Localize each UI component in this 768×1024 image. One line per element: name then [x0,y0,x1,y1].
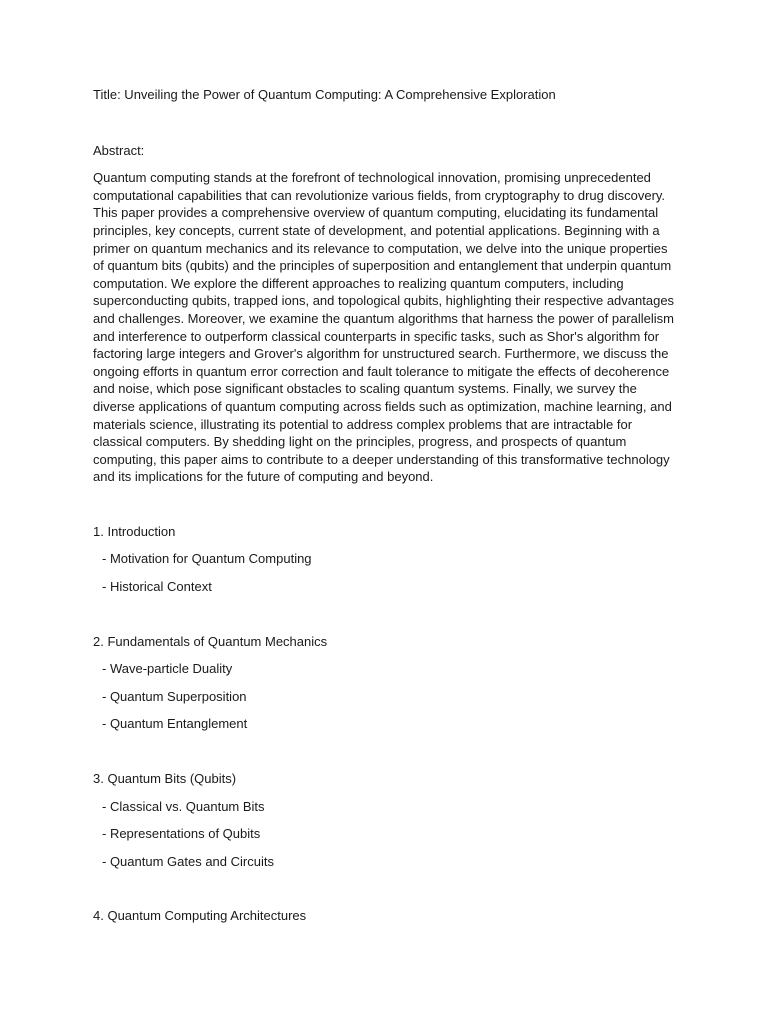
document-title: Title: Unveiling the Power of Quantum Computing: A Comprehensive Exploration [93,87,556,102]
section-heading: 4. Quantum Computing Architectures [93,908,307,924]
abstract-text: Quantum computing stands at the forefront of technological innovation, promising unprecedented computational capabilities that can revolutionize various fields, from cryptography to drug discovery. This paper provides a comprehensive overview of quantum computing, elucidating its fundamental principles, key concepts, current state of development, and potential applications. Beginning with a primer on quantum mechanics and its relevance to computation, we delve into the unique properties of quantum bits (qubits) and the principles of superposition and entanglement that underpin quantum computation. We explore the different approaches to realizing quantum computers, including superconducting qubits, trapped ions, and topological qubits, highlighting their respective advantages and challenges. Moreover, we examine the quantum algorithms that harness the power of parallelism and interference to outperform classical counterparts in specific tasks, such as Shor's algorithm for factoring large integers and Grover's algorithm for unstructured search. Furthermore, we discuss the ongoing efforts in quantum error correction and fault tolerance to mitigate the effects of decoherence and noise, which pose significant obstacles to scaling quantum systems. Finally, we survey the diverse applications of quantum computing across fields such as optimization, machine learning, and materials science, illustrating its potential to address complex problems that are intractable for classical computers. By shedding light on the principles, progress, and prospects of quantum computing, this paper aims to contribute to a deeper understanding of this transformative technology and its implications for the future of computing and beyond. [93,170,675,485]
section-heading: 2. Fundamentals of Quantum Mechanics [93,633,328,649]
section-introduction [93,523,677,596]
section-fundamentals [93,633,677,733]
section-architectures [93,907,677,925]
section-subitem: - Historical Context [102,579,212,595]
document-content [93,86,677,925]
section-subitem: - Wave-particle Duality [102,661,233,677]
section-heading: 3. Quantum Bits (Qubits) [93,771,237,787]
section-subitem: - Quantum Entanglement [102,716,248,732]
section-subitem: - Quantum Gates and Circuits [102,853,274,869]
section-subitem: - Motivation for Quantum Computing [102,551,312,567]
abstract-label: Abstract: [93,142,145,158]
section-subitem: - Representations of Qubits [102,826,261,842]
section-qubits [93,770,677,870]
section-subitem: - Quantum Superposition [102,688,247,704]
section-heading: 1. Introduction [93,523,176,539]
section-subitem: - Classical vs. Quantum Bits [102,798,265,814]
